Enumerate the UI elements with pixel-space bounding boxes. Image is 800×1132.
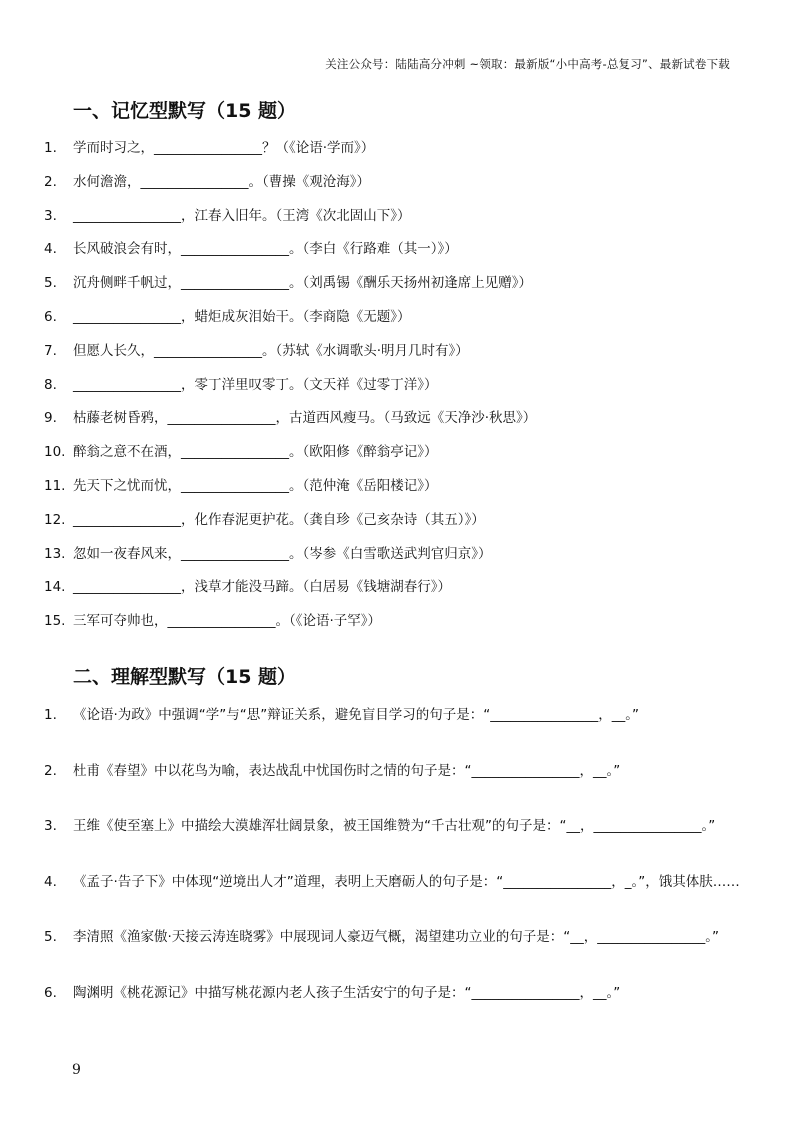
- question-item: [44, 273, 760, 307]
- question-text: ________________，化作春泥更护花。（龚自珍《己亥杂诗（其五）》）: [73, 511, 485, 528]
- question-number: 11.: [44, 477, 66, 494]
- question-item: [44, 239, 760, 273]
- question-number: 12.: [44, 511, 66, 528]
- question-item: [44, 816, 760, 872]
- question-item: [44, 375, 760, 409]
- question-text: 杜甫《春望》中以花鸟为喻，表达战乱中忧国伤时之情的句子是：“________________，__。”: [73, 762, 621, 779]
- question-item: [44, 611, 760, 645]
- question-item: [44, 761, 760, 817]
- question-text: 长风破浪会有时，________________。（李白《行路难（其一）》）: [73, 241, 458, 258]
- question-text: 学而时习之，________________？（《论语·学而》）: [73, 140, 375, 156]
- question-number: 8.: [44, 376, 57, 393]
- header-note: 关注公众号：陆陆高分冲刺 ~领取：最新版“小中高考-总复习”、最新试卷下载: [325, 57, 730, 71]
- question-text: 先天下之忧而忧，________________。（范仲淹《岳阳楼记》）: [73, 477, 438, 494]
- question-number: 2.: [44, 173, 57, 190]
- question-text: ________________，江春入旧年。（王湾《次北固山下》）: [73, 207, 411, 224]
- question-text: 陶渊明《桃花源记》中描写桃花源内老人孩子生活安宁的句子是：“________________，__。”: [73, 984, 621, 1001]
- question-item: [44, 927, 760, 983]
- question-item: [44, 442, 760, 476]
- question-number: 1.: [44, 140, 57, 156]
- question-text: 但愿人长久，________________。（苏轼《水调歌头·明月几时有》）: [73, 342, 469, 359]
- question-text: 《孟子·告子下》中体现“逆境出人才”道理，表明上天磨砺人的句子是：“________________，_。”，饿其体肤……: [73, 873, 740, 890]
- question-item: [44, 206, 760, 240]
- question-item: [44, 577, 760, 611]
- question-number: 4.: [44, 873, 57, 890]
- question-number: 3.: [44, 207, 57, 224]
- comprehension-question-list: [44, 705, 760, 1039]
- question-text: 枯藤老树昏鸦，________________，古道西风瘦马。（马致远《天净沙·秋思》）: [73, 410, 537, 427]
- question-item: [44, 307, 760, 341]
- question-text: 李清照《渔家傲·天接云涛连晓雾》中展现词人豪迈气概，渴望建功立业的句子是：“__，________________。”: [73, 929, 720, 946]
- question-item: [44, 172, 760, 206]
- question-item: [44, 872, 760, 928]
- question-text: 醉翁之意不在酒，________________。（欧阳修《醉翁亭记》）: [73, 444, 438, 461]
- question-text: ________________，浅草才能没马蹄。（白居易《钱塘湖春行》）: [73, 579, 451, 596]
- question-text: 水何澹澹，________________。（曹操《观沧海》）: [73, 173, 370, 190]
- question-item: [44, 341, 760, 375]
- question-text: ________________，零丁洋里叹零丁。（文天祥《过零丁洋》）: [73, 376, 438, 393]
- question-text: 沉舟侧畔千帆过，________________。（刘禹锡《酬乐天扬州初逢席上见赠》）: [73, 275, 532, 292]
- question-number: 14.: [44, 579, 66, 596]
- page-number: 9: [72, 1062, 81, 1078]
- question-text: 忽如一夜春风来，________________。（岑参《白雪歌送武判官归京》）: [73, 545, 492, 562]
- question-text: 《论语·为政》中强调“学”与“思”辩证关系，避免盲目学习的句子是：“________________，__。”: [73, 707, 640, 723]
- question-number: 2.: [44, 762, 57, 779]
- question-item: [44, 408, 760, 442]
- question-item: [44, 544, 760, 578]
- question-item: [44, 705, 760, 761]
- question-item: [44, 138, 760, 172]
- question-number: 7.: [44, 342, 57, 359]
- question-number: 6.: [44, 308, 57, 325]
- section-title-memory: 一、记忆型默写（15 题）: [73, 100, 297, 122]
- question-number: 3.: [44, 818, 57, 835]
- question-item: [44, 983, 760, 1039]
- section-title-comprehension: 二、理解型默写（15 题）: [73, 666, 297, 688]
- question-number: 5.: [44, 275, 57, 292]
- question-item: [44, 476, 760, 510]
- question-number: 10.: [44, 444, 66, 461]
- question-text: 王维《使至塞上》中描绘大漠雄浑壮阔景象，被王国维赞为“千古壮观”的句子是：“__，________________。”: [73, 818, 716, 835]
- question-number: 6.: [44, 984, 57, 1001]
- question-number: 5.: [44, 929, 57, 946]
- question-text: 三军可夺帅也，________________。（《论语·子罕》）: [73, 613, 382, 630]
- memory-question-list: [44, 138, 760, 645]
- question-number: 4.: [44, 241, 57, 258]
- question-number: 1.: [44, 707, 57, 723]
- question-item: [44, 510, 760, 544]
- question-number: 15.: [44, 613, 66, 630]
- question-number: 13.: [44, 545, 66, 562]
- question-text: ________________，蜡炬成灰泪始干。（李商隐《无题》）: [73, 308, 411, 325]
- question-number: 9.: [44, 410, 57, 427]
